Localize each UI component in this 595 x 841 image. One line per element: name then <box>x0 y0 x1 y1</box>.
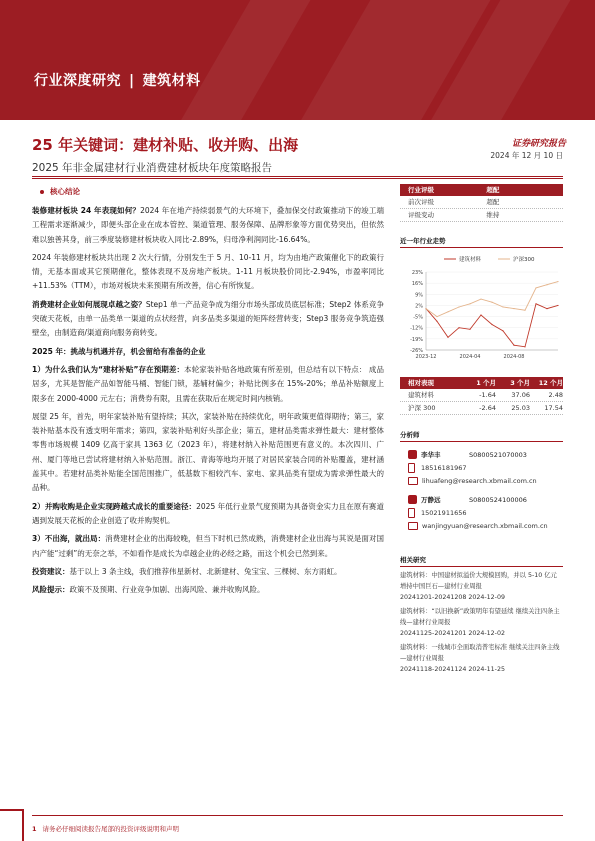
data-point <box>447 337 448 338</box>
perf-value: 2.48 <box>548 391 563 399</box>
data-point <box>535 287 536 288</box>
analyst-cert: S0800524100006 <box>469 495 527 504</box>
body-paragraph <box>32 345 384 359</box>
paragraph-lead: 投资建议： <box>32 566 70 576</box>
person-icon <box>408 495 417 504</box>
corner-decoration <box>0 809 24 841</box>
analysts-title: 分析师 <box>400 431 420 439</box>
paragraph-text: 基于以上 3 条主线，我们推荐伟星新材、北新建材、兔宝宝、三棵树、东方雨虹。 <box>69 566 342 576</box>
legend-label: 沪深300 <box>513 257 535 263</box>
perf-header-12m: 12 个月 <box>538 379 563 387</box>
perf-row-label: 沪深 300 <box>408 404 436 412</box>
related-item[interactable] <box>400 642 563 675</box>
trend-rule <box>400 247 563 248</box>
trend-section <box>400 236 563 248</box>
paragraph-lead: 2）并购收购是企业实现跨越式成长的重要途径： <box>32 501 197 511</box>
header-separator: | <box>129 73 135 89</box>
data-point <box>425 308 426 309</box>
main-body <box>32 204 384 601</box>
data-point <box>436 316 437 317</box>
data-point <box>524 346 525 347</box>
body-paragraph <box>32 565 384 579</box>
paragraph-lead: 装修建材板块 24 年表现如何？ <box>32 206 141 215</box>
industry-label: 建筑材料 <box>142 73 201 89</box>
data-point <box>524 310 525 311</box>
paragraph-text: 政策不及预期、行业竞争加剧、出海风险、兼并收购风险。 <box>69 585 265 595</box>
banner-decoration <box>158 0 322 120</box>
data-point <box>513 308 514 309</box>
paragraph-text: 2024 年装修建材板块共出现 2 次大行情，分别发生于 5 月、10-11 月，均为由地产政策催化下的政策行情，无基本面或其它预期催化，整体表现不及房地产板块。1-11 月板块股价同比-2.94%，市盈率同比+11.53%（TTM），市场对板块未来预期有所改善，信心有所恢复。 <box>32 252 384 291</box>
y-tick-label: -26% <box>410 348 423 354</box>
paragraph-lead: 1）为什么我们认为“建材补贴”存在预期差： <box>32 364 185 374</box>
rating-header <box>400 184 563 196</box>
related-section <box>400 555 563 675</box>
report-title: 25 年关键词：建材补贴、收并购、出海 <box>32 136 299 154</box>
rating-row-label: 评级变动 <box>408 211 434 219</box>
related-item-date: 20241201-20241208 2024-12-09 <box>400 594 505 601</box>
data-point <box>447 311 448 312</box>
analyst-phone <box>400 508 563 518</box>
y-tick-label: 9% <box>415 292 423 299</box>
report-date: 2024 年 12 月 10 日 <box>490 151 563 160</box>
page-number: 1 <box>32 825 37 833</box>
data-point <box>480 314 481 315</box>
data-point <box>557 305 558 306</box>
title-divider <box>32 176 563 177</box>
analyst-entry <box>400 450 563 459</box>
perf-value: 25.03 <box>511 404 530 412</box>
paragraph-text: 2025 年低行业景气度预期为具备资金实力且在原有赛道遇到发展天花板的企业创造了收并购契机。 <box>32 501 384 525</box>
title-divider-thin <box>32 178 563 179</box>
data-point <box>480 298 481 299</box>
paragraph-text: Step1 单一产品竞争成为细分市场头部成员底层标准；Step2 体系竞争突破天花板，由单一品类单一渠道的点状经营，向多品类多渠道的矩阵经营转变；Step3 服务竞争筑造强壁垒，由制造商/渠道商向服务商转变。 <box>32 299 384 338</box>
data-point <box>469 303 470 304</box>
phone-icon <box>408 508 415 518</box>
data-point <box>546 284 547 285</box>
brand-label: 证券研究报告 <box>511 139 566 149</box>
analysts-rule <box>400 441 563 442</box>
y-tick-label: 2% <box>415 303 423 310</box>
analyst-entry <box>400 495 563 504</box>
perf-header-3m: 3 个月 <box>510 379 530 387</box>
table-row <box>400 389 563 402</box>
table-row <box>400 196 563 209</box>
data-point <box>513 345 514 346</box>
x-tick-label: 2024-04 <box>459 354 481 360</box>
body-paragraph <box>32 583 384 597</box>
perf-header-label: 相对表现 <box>408 379 434 387</box>
y-tick-label: 23% <box>411 270 423 276</box>
related-title: 相关研究 <box>400 556 426 564</box>
data-point <box>546 308 547 309</box>
paragraph-lead: 风险提示： <box>32 585 70 595</box>
series-line-index <box>426 282 558 317</box>
related-item-date: 20241125-20241201 2024-12-02 <box>400 630 505 637</box>
related-rule <box>400 566 563 567</box>
email-address[interactable]: lihuafeng@research.xbmail.com.cn <box>422 477 537 485</box>
paragraph-lead: 3）不出海，就出局： <box>32 534 106 544</box>
performance-header <box>400 377 563 389</box>
analyst-name: 李华丰 <box>421 451 441 459</box>
header-category <box>34 70 201 90</box>
mail-icon <box>408 522 418 530</box>
core-heading-label: 核心结论 <box>50 187 80 196</box>
rating-table <box>400 184 563 222</box>
rating-header-label: 行业评级 <box>408 186 434 194</box>
footer-disclaimer: 请务必仔细阅读报告尾部的投资评级说明和声明 <box>42 825 180 833</box>
x-tick-label: 2023-12 <box>415 354 437 360</box>
footer <box>32 824 179 833</box>
related-item[interactable] <box>400 570 563 603</box>
analyst-name: 万静远 <box>421 496 441 504</box>
related-item[interactable] <box>400 606 563 639</box>
body-paragraph <box>32 363 384 406</box>
table-row <box>400 402 563 415</box>
core-heading <box>40 186 80 197</box>
perf-row-label: 建筑材料 <box>408 391 434 399</box>
footer-divider <box>32 815 563 816</box>
body-paragraph <box>32 204 384 247</box>
data-point <box>557 281 558 282</box>
paragraph-text: 本轮家装补贴各地政策有所差别，但总结有以下特点： 成品居多，尤其是智能产品如智能马桶、智能门锁，基辅材偏少；补贴比例多在 15%-20%；单品补贴额度上限多在 2000-4000 元左右；消费券有限，且需在获取后在规定时间内核销。 <box>32 364 384 403</box>
legend-label: 建筑材料 <box>459 257 482 263</box>
x-tick-label: 2024-08 <box>503 354 525 360</box>
data-point <box>436 321 437 322</box>
report-subtitle: 2025 年非金属建材行业消费建材板块年度策略报告 <box>32 162 273 174</box>
phone-number: 15021911656 <box>421 509 467 517</box>
rating-row-value: 超配 <box>486 198 500 206</box>
header-banner <box>0 0 595 120</box>
perf-header-1m: 1 个月 <box>476 379 496 387</box>
data-point <box>491 324 492 325</box>
analyst-email[interactable] <box>400 477 563 485</box>
paragraph-lead: 消费建材企业如何展现卓越之姿？ <box>32 299 146 309</box>
body-paragraph <box>32 410 384 496</box>
data-point <box>502 330 503 331</box>
analyst-cert: S0800521070003 <box>469 450 527 459</box>
related-item-text[interactable]: 建筑材料：中国建材拟溢价大规模回购，并以 5-10 亿元增持中国巨石—建材行业周报 <box>400 572 557 590</box>
trend-title: 近一年行业走势 <box>400 237 446 245</box>
y-tick-label: -5% <box>413 314 423 321</box>
y-tick-label: -19% <box>410 336 423 343</box>
bullet-icon <box>40 190 44 194</box>
related-item-text[interactable]: 建筑材料：一线城市全面取消普宅标准 继续关注四条主线—建材行业周报 <box>400 644 560 662</box>
paragraph-text: 展望 25 年，首先，明年家装补贴有望持续；其次，家装补贴在持续优化，明年政策更值得期待；第三，家装补贴基本没有透支明年需求；第四，家装补贴利好头部企业；第五，建材品类需求弹性最大：建材整体零售市场规模 1409 亿高于家具 1363 亿（2023 年），将建材纳入补贴范围更有意义的。本次四川、广州、厦门等地已尝试将建材纳入补贴范围。浙江、青海等地均开展了对居民家装合同的补贴覆盖，建材涵盖其中。若建材品类补贴能全国范围推广，低基数下相较汽车、家电、家具品类有望成为需求弹性最大的品种。 <box>32 411 384 493</box>
perf-value: -1.64 <box>479 391 496 399</box>
trend-chart <box>400 250 563 360</box>
paragraph-text: 消费建材企业的出海较晚，但当下时机已然成熟，消费建材企业出海与其说是面对国内产能“过剩”的无奈之举，不如看作是成长为卓越企业的必经之路，而这个机会已然到来。 <box>32 534 385 558</box>
perf-value: 37.06 <box>511 391 530 399</box>
data-point <box>535 303 536 304</box>
data-point <box>458 306 459 307</box>
data-point <box>469 329 470 330</box>
related-item-date: 20241118-20241124 2024-11-25 <box>400 666 505 673</box>
table-row <box>400 209 563 222</box>
person-icon <box>408 450 417 459</box>
mail-icon <box>408 477 418 485</box>
analyst-email[interactable] <box>400 522 563 530</box>
paragraph-text: 2024 年在地产持续弱景气的大环境下，叠加保交付政策推动下的竣工端工程需求逐渐减少，即便头部企业在成本管控、渠道管理、服务保障、品牌形象等方面优势突出，但依然难以独善其身，前三季度装修建材板块收入同比-2.89%，归母净利润同比-16.64%。 <box>32 206 384 244</box>
body-paragraph <box>32 500 384 529</box>
paragraph-lead: 2025 年：挑战与机遇并存，机会留给有准备的企业 <box>32 346 206 356</box>
series-line-industry <box>426 304 558 347</box>
performance-table <box>400 377 563 415</box>
data-point <box>491 302 492 303</box>
perf-value: 17.54 <box>544 404 563 412</box>
email-address[interactable]: wanjingyuan@research.xbmail.com.cn <box>422 522 548 530</box>
body-paragraph <box>32 251 384 294</box>
perf-value: -2.64 <box>479 404 496 412</box>
rating-row-value: 维持 <box>486 211 500 219</box>
data-point <box>458 327 459 328</box>
category-label: 行业深度研究 <box>34 73 121 89</box>
body-paragraph <box>32 298 384 341</box>
related-item-text[interactable]: 建筑材料：“以旧换新”政策明年有望延续 继续关注四条主线—建材行业周报 <box>400 608 560 626</box>
rating-header-value: 超配 <box>486 186 500 194</box>
phone-number: 18516181967 <box>421 464 467 472</box>
y-tick-label: -12% <box>410 325 423 332</box>
analysts-section <box>400 430 563 530</box>
data-point <box>502 306 503 307</box>
y-tick-label: 16% <box>411 281 423 288</box>
analyst-phone <box>400 463 563 473</box>
rating-row-label: 前次评级 <box>408 198 434 206</box>
phone-icon <box>408 463 415 473</box>
body-paragraph <box>32 532 384 561</box>
